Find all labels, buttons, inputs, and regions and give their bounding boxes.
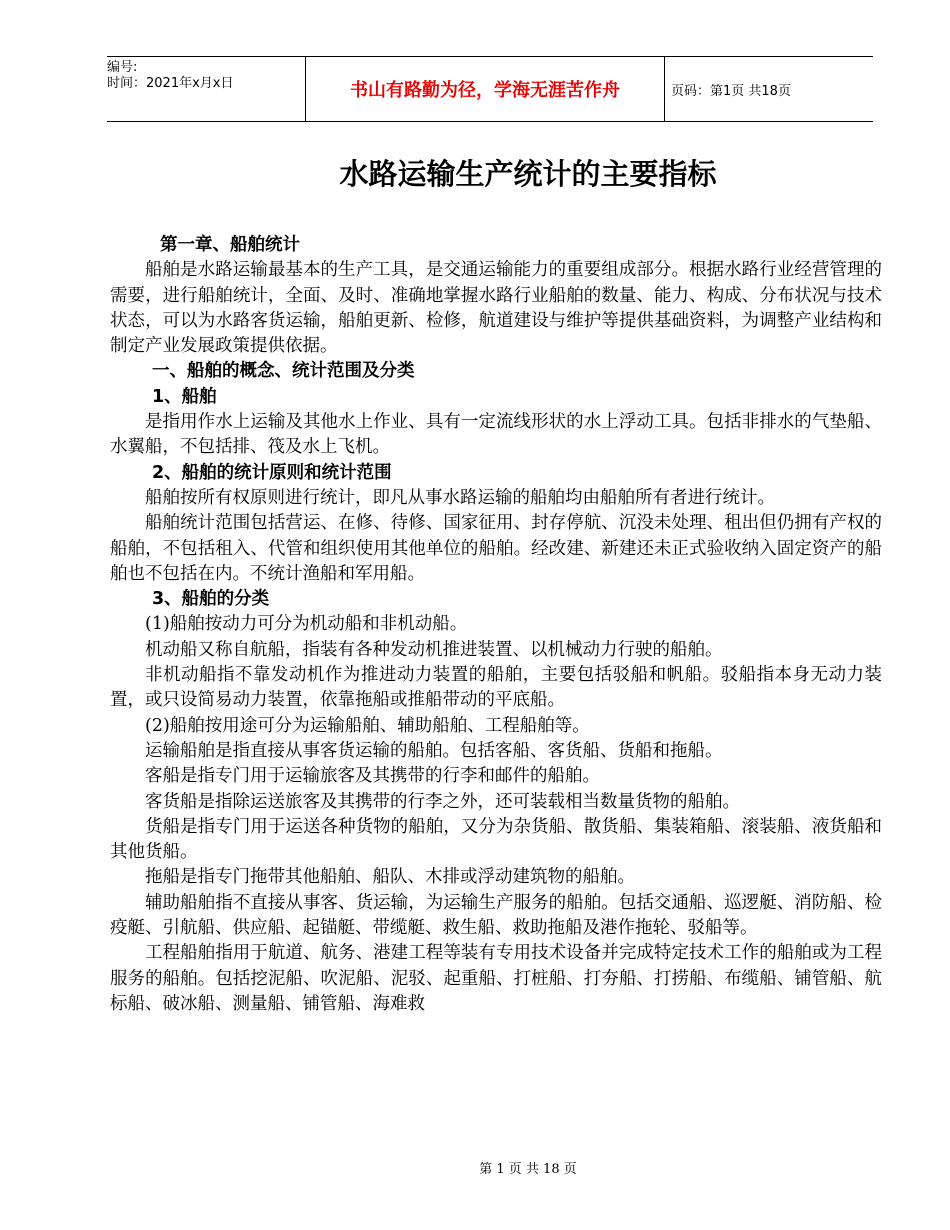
paragraph: 辅助船舶指不直接从事客、货运输，为运输生产服务的船舶。包括交通船、巡逻艇、消防船、检疫艇、引航船、供应船、起锚艇、带缆艇、救生船、救助拖船及港作拖轮、驳船等。 (110, 892, 882, 939)
paragraph: 货船是指专门用于运送各种货物的船舶，又分为杂货船、散货船、集装箱船、滚装船、液货船和其他货船。 (110, 816, 882, 863)
motto-text: 书山有路勤为径，学海无涯苦作舟 (350, 80, 620, 101)
subsection-heading: 1、船舶 (152, 386, 217, 407)
chapter-heading: 第一章、船舶统计 (160, 235, 300, 255)
subsection-heading: 3、船舶的分类 (152, 589, 270, 610)
page-footer: 第 1 页 共 18 页 (479, 1162, 577, 1177)
paragraph: 拖船是指专门拖带其他船舶、船队、木排或浮动建筑物的船舶。 (145, 867, 635, 888)
paragraph: 机动船又称自航船，指装有各种发动机推进装置、以机械动力行驶的船舶。 (145, 639, 723, 660)
paragraph: (1)船舶按动力可分为机动船和非机动船。 (145, 614, 468, 635)
document-date: 时间：2021年x月x日 (107, 76, 234, 91)
document-body (110, 233, 882, 1017)
paragraph: 船舶按所有权原则进行统计，即凡从事水路运输的船舶均由船舶所有者进行统计。 (145, 487, 775, 508)
paragraph: 工程船舶指用于航道、航务、港建工程等装有专用技术设备并完成特定技术工作的船舶或为工程服务的船舶。包括挖泥船、吹泥船、泥驳、起重船、打桩船、打夯船、打捞船、布缆船、铺管船、航标船、破冰船、测量船、铺管船、海难救 (110, 943, 882, 1014)
header-motto (305, 57, 665, 121)
paragraph: 船舶统计范围包括营运、在修、待修、国家征用、封存停航、沉没未处理、租出但仍拥有产权的船舶，不包括租入、代管和组织使用其他单位的船舶。经改建、新建还未正式验收纳入固定资产的船舶也不包括在内。不统计渔船和军用船。 (110, 513, 882, 584)
page-header (107, 56, 873, 122)
subsection-heading: 2、船舶的统计原则和统计范围 (152, 462, 392, 483)
paragraph: 客船是指专门用于运输旅客及其携带的行李和邮件的船舶。 (145, 766, 600, 787)
page-info-text: 页码：第1页 共18页 (671, 83, 791, 99)
document-number-label: 编号: (107, 60, 138, 75)
paragraph: (2)船舶按用途可分为运输船舶、辅助船舶、工程船舶等。 (145, 715, 590, 736)
paragraph: 运输船舶是指直接从事客货运输的船舶。包括客船、客货船、货船和拖船。 (145, 740, 723, 761)
header-page-info (665, 57, 873, 121)
header-meta (107, 57, 305, 121)
paragraph: 是指用作水上运输及其他水上作业、具有一定流线形状的水上浮动工具。包括非排水的气垫船、水翼船，不包括排、筏及水上飞机。 (110, 412, 882, 458)
paragraph: 船舶是水路运输最基本的生产工具，是交通运输能力的重要组成部分。根据水路行业经营管理的需要，进行船舶统计，全面、及时、准确地掌握水路行业船舶的数量、能力、构成、分布状况与技术状态，可以为水路客货运输，船舶更新、检修，航道建设与维护等提供基础资料，为调整产业结构和制定产业发展政策提供依据。 (110, 260, 882, 357)
paragraph: 客货船是指除运送旅客及其携带的行李之外，还可装载相当数量货物的船舶。 (145, 791, 740, 812)
section-heading: 一、船舶的概念、统计范围及分类 (152, 361, 415, 382)
paragraph: 非机动船指不靠发动机作为推进动力装置的船舶，主要包括驳船和帆船。驳船指本身无动力装置，或只设简易动力装置，依靠拖船或推船带动的平底船。 (110, 665, 882, 711)
document-title: 水路运输生产统计的主要指标 (339, 157, 717, 191)
